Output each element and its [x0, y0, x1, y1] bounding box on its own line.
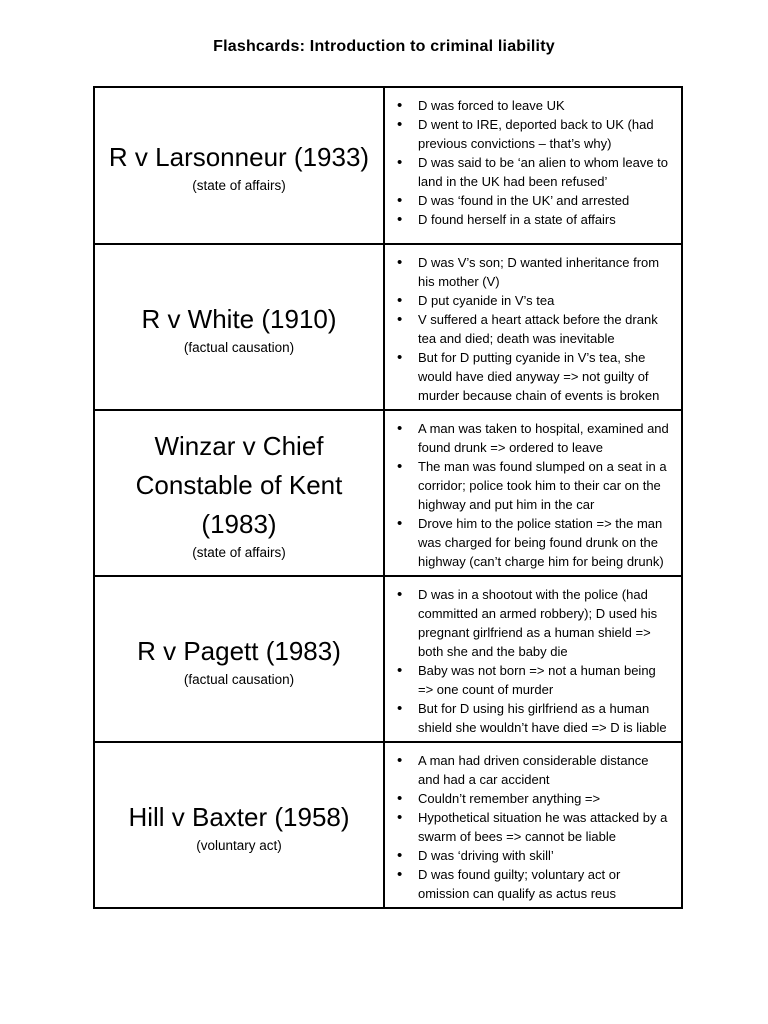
bullet-item: • But for D putting cyanide in V’s tea, she would have died anyway => not guilty of murder because chain of events is broken — [385, 348, 669, 405]
bullet-item: • V suffered a heart attack before the drank tea and died; death was inevitable — [385, 310, 669, 348]
case-name: Hill v Baxter (1958) — [128, 801, 350, 832]
case-cell — [95, 411, 385, 575]
card-row-pagett — [95, 577, 681, 743]
bullet-item: • Drove him to the police station => the man was charged for being found drunk on the highway (can’t charge him for being drunk) — [385, 514, 669, 571]
bullet-list — [385, 96, 669, 229]
card-row-hill — [95, 743, 681, 907]
case-cell — [95, 88, 385, 243]
bullet-list — [385, 751, 669, 903]
case-category: (state of affairs) — [192, 178, 286, 193]
bullet-list — [385, 585, 669, 737]
bullet-item: • But for D using his girlfriend as a human shield she wouldn’t have died => D is liable — [385, 699, 669, 737]
notes-cell — [385, 88, 681, 243]
case-cell — [95, 245, 385, 409]
case-category: (factual causation) — [183, 339, 295, 355]
bullet-item: • Baby was not born => not a human being => one count of murder — [385, 661, 669, 699]
bullet-item: • D was forced to leave UK — [385, 96, 669, 115]
page-title: Flashcards: Introduction to criminal liability — [213, 38, 555, 55]
card-row-white — [95, 245, 681, 411]
bullet-list — [385, 419, 669, 571]
bullet-list — [385, 253, 669, 405]
bullet-item: • D was in a shootout with the police (had committed an armed robbery); D used his pregnant girlfriend as a human shield => both she and the baby die — [385, 585, 669, 661]
notes-cell — [385, 743, 681, 907]
bullet-item: • Hypothetical situation he was attacked by a swarm of bees => cannot be liable — [385, 808, 669, 846]
bullet-item: • D put cyanide in V’s tea — [385, 291, 669, 310]
case-name: Winzar v Chief Constable of Kent (1983) — [135, 430, 343, 539]
bullet-item: • D was ‘found in the UK’ and arrested — [385, 191, 669, 210]
case-category: (state of affairs) — [192, 544, 286, 560]
case-cell — [95, 743, 385, 907]
bullet-item: • D was found guilty; voluntary act or omission can qualify as actus reus — [385, 865, 669, 903]
case-category: (voluntary act) — [196, 837, 282, 853]
card-row-larsonneur — [95, 88, 681, 245]
case-category: (factual causation) — [183, 671, 295, 687]
bullet-item: • Couldn’t remember anything => — [385, 789, 669, 808]
case-cell — [95, 577, 385, 741]
bullet-item: • A man was taken to hospital, examined and found drunk => ordered to leave — [385, 419, 669, 457]
bullet-item: • The man was found slumped on a seat in a corridor; police took him to their car on the highway and put him in the car — [385, 457, 669, 514]
flashcards-table — [93, 86, 683, 909]
bullet-item: • A man had driven considerable distance and had a car accident — [385, 751, 669, 789]
notes-cell — [385, 411, 681, 575]
bullet-item: • D was said to be ‘an alien to whom leave to land in the UK had been refused’ — [385, 153, 669, 191]
bullet-item: • D was ‘driving with skill’ — [385, 846, 669, 865]
bullet-item: • D was V’s son; D wanted inheritance from his mother (V) — [385, 253, 669, 291]
notes-cell — [385, 245, 681, 409]
notes-cell — [385, 577, 681, 741]
bullet-item: • D found herself in a state of affairs — [385, 210, 669, 229]
case-name: R v White (1910) — [141, 303, 337, 334]
case-name: R v Larsonneur (1933) — [108, 142, 370, 172]
bullet-item: • D went to IRE, deported back to UK (had previous convictions – that’s why) — [385, 115, 669, 153]
case-name: R v Pagett (1983) — [137, 635, 341, 666]
card-row-winzar — [95, 411, 681, 577]
